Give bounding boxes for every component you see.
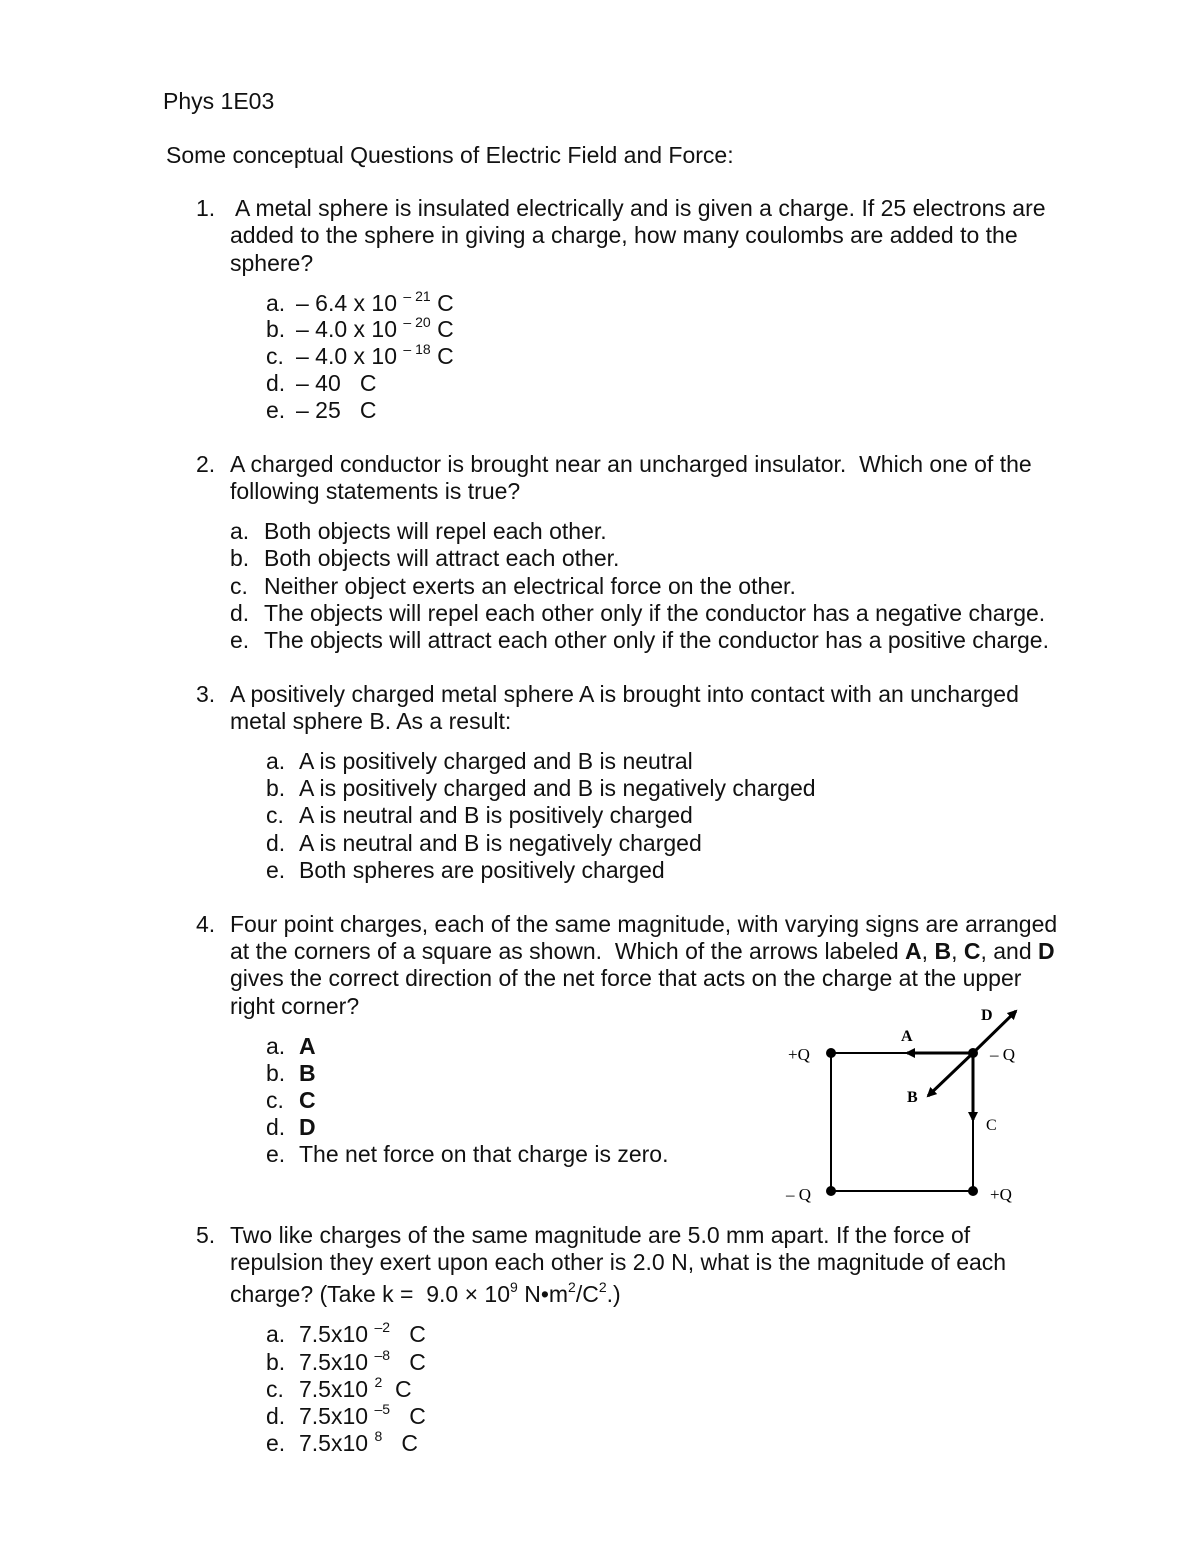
option-text: Both objects will repel each other.: [264, 518, 607, 544]
arrow-label-c: C: [986, 1117, 997, 1134]
option-text: D: [299, 1114, 316, 1140]
course-code: Phys 1E03: [163, 88, 275, 114]
option-text: – 40 C: [296, 370, 377, 396]
question-text-line: repulsion they exert upon each other is 2.0 N, what is the magnitude of each: [230, 1249, 1007, 1275]
option-letter: a.: [266, 1033, 286, 1059]
question-text-line: metal sphere B. As a result:: [230, 708, 512, 734]
question-text-line: added to the sphere in giving a charge, how many coulombs are added to the: [230, 222, 1018, 248]
option-letter: b.: [266, 1060, 286, 1086]
option-text: A: [299, 1033, 316, 1059]
arrow-label-a: A: [901, 1028, 913, 1045]
charge-dot-bottom-right: [968, 1186, 978, 1196]
option-letter: b.: [266, 316, 286, 342]
option-text: 7.5x10 $^8$ C: [299, 1428, 419, 1456]
charge-dot-bottom-left: [826, 1186, 836, 1196]
option-text: – 6.4 x 10 $^{- 21}$ C: [296, 288, 454, 316]
label-bottom-left-charge: – Q: [786, 1185, 812, 1204]
question-text-line: following statements is true?: [230, 478, 521, 504]
label-top-right-charge: – Q: [990, 1045, 1016, 1064]
option-letter: c.: [266, 343, 284, 369]
answer-option[interactable]: [266, 748, 693, 774]
option-text: – 25 C: [296, 397, 377, 423]
option-letter: d.: [266, 1403, 286, 1429]
option-text: C: [299, 1087, 316, 1113]
option-text: The net force on that charge is zero.: [299, 1141, 669, 1167]
option-text: 7.5x10 $^{-8}$ C: [299, 1347, 426, 1375]
question-number: 2.: [196, 451, 216, 477]
option-letter: b.: [230, 545, 250, 571]
option-letter: a.: [266, 290, 286, 316]
option-text: The objects will repel each other only if the conductor has a negative charge.: [264, 600, 1046, 626]
option-letter: c.: [266, 1087, 284, 1113]
answer-option[interactable]: [230, 600, 1046, 626]
option-letter: e.: [266, 1141, 286, 1167]
answer-option[interactable]: [266, 314, 454, 342]
answer-option[interactable]: [230, 627, 1049, 653]
arrow-b: [928, 1053, 973, 1096]
option-text: Both objects will attract each other.: [264, 545, 620, 571]
option-letter: c.: [230, 573, 248, 599]
question-number: 1.: [196, 195, 216, 221]
option-letter: b.: [266, 1349, 286, 1375]
answer-option[interactable]: [266, 1141, 669, 1167]
question-text-line: A positively charged metal sphere A is brought into contact with an uncharged: [230, 681, 1019, 707]
label-top-left-charge: +Q: [788, 1045, 810, 1064]
option-text: Neither object exerts an electrical force on the other.: [264, 573, 796, 599]
option-text: B: [299, 1060, 316, 1086]
option-text: A is positively charged and B is negatively charged: [299, 775, 816, 801]
option-letter: e.: [266, 857, 286, 883]
question-number: 5.: [196, 1222, 216, 1248]
answer-option[interactable]: [266, 775, 816, 801]
option-letter: e.: [230, 627, 250, 653]
question-text-line: A metal sphere is insulated electrically and is given a charge. If 25 electrons are: [235, 195, 1046, 221]
option-letter: a.: [266, 748, 286, 774]
option-letter: e.: [266, 397, 286, 423]
answer-option[interactable]: [230, 518, 607, 544]
page-title: Some conceptual Questions of Electric Field and Force:: [166, 142, 734, 168]
answer-option[interactable]: [230, 545, 620, 571]
question-text-line: Two like charges of the same magnitude are 5.0 mm apart. If the force of: [230, 1222, 971, 1248]
option-letter: a.: [230, 518, 250, 544]
answer-option[interactable]: [266, 1319, 426, 1347]
question-text-line: at the corners of a square as shown. Which of the arrows labeled A, B, C, and D: [230, 938, 1055, 964]
answer-option[interactable]: [266, 1114, 316, 1140]
answer-option[interactable]: [266, 1087, 316, 1113]
label-bottom-right-charge: +Q: [990, 1185, 1012, 1204]
answer-option[interactable]: [266, 830, 702, 856]
option-letter: d.: [266, 370, 286, 396]
question-text-line: sphere?: [230, 250, 314, 276]
question-text-line: charge? (Take $k = 9.0 \times 10^9$ $N•m^2/C^2$.): [230, 1279, 621, 1307]
option-text: The objects will attract each other only if the conductor has a positive charge.: [264, 627, 1049, 653]
question-text-line: Four point charges, each of the same magnitude, with varying signs are arranged: [230, 911, 1058, 937]
option-letter: d.: [266, 830, 286, 856]
question-text-line: gives the correct direction of the net force that acts on the charge at the upper: [230, 965, 1022, 991]
charge-square-diagram: [780, 1000, 1040, 1215]
answer-option[interactable]: [266, 288, 454, 316]
answer-option[interactable]: [266, 341, 454, 369]
answer-option[interactable]: [266, 1060, 316, 1086]
option-letter: c.: [266, 1376, 284, 1402]
option-letter: d.: [266, 1114, 286, 1140]
option-letter: b.: [266, 775, 286, 801]
answer-option[interactable]: [266, 370, 377, 396]
arrow-label-d: D: [981, 1007, 993, 1024]
option-text: – 4.0 x 10 $^{- 20}$ C: [296, 314, 454, 342]
answer-option[interactable]: [266, 1347, 426, 1375]
option-letter: c.: [266, 802, 284, 828]
question-number: 3.: [196, 681, 216, 707]
option-letter: d.: [230, 600, 250, 626]
arrow-label-b: B: [907, 1089, 918, 1106]
answer-option[interactable]: [266, 397, 377, 423]
option-text: A is neutral and B is positively charged: [299, 802, 693, 828]
question-number: 4.: [196, 911, 216, 937]
option-text: 7.5x10 $^{-5}$ C: [299, 1401, 426, 1429]
answer-option[interactable]: [266, 1401, 426, 1429]
option-text: A is positively charged and B is neutral: [299, 748, 693, 774]
answer-option[interactable]: [266, 1033, 316, 1059]
question-text-line: A charged conductor is brought near an uncharged insulator. Which one of the: [230, 451, 1032, 477]
answer-option[interactable]: [266, 1374, 412, 1402]
option-text: – 4.0 x 10 $^{- 18}$ C: [296, 341, 454, 369]
question-text-line: right corner?: [230, 993, 360, 1019]
charge-dot-top-left: [826, 1048, 836, 1058]
option-text: 7.5x10 $^2$ C: [299, 1374, 412, 1402]
answer-option[interactable]: [266, 1428, 419, 1456]
answer-option[interactable]: [230, 573, 796, 599]
option-text: A is neutral and B is negatively charged: [299, 830, 702, 856]
option-text: Both spheres are positively charged: [299, 857, 665, 883]
answer-option[interactable]: [266, 857, 665, 883]
option-letter: a.: [266, 1321, 286, 1347]
option-letter: e.: [266, 1430, 286, 1456]
option-text: 7.5x10 $^{-2}$ C: [299, 1319, 426, 1347]
answer-option[interactable]: [266, 802, 693, 828]
